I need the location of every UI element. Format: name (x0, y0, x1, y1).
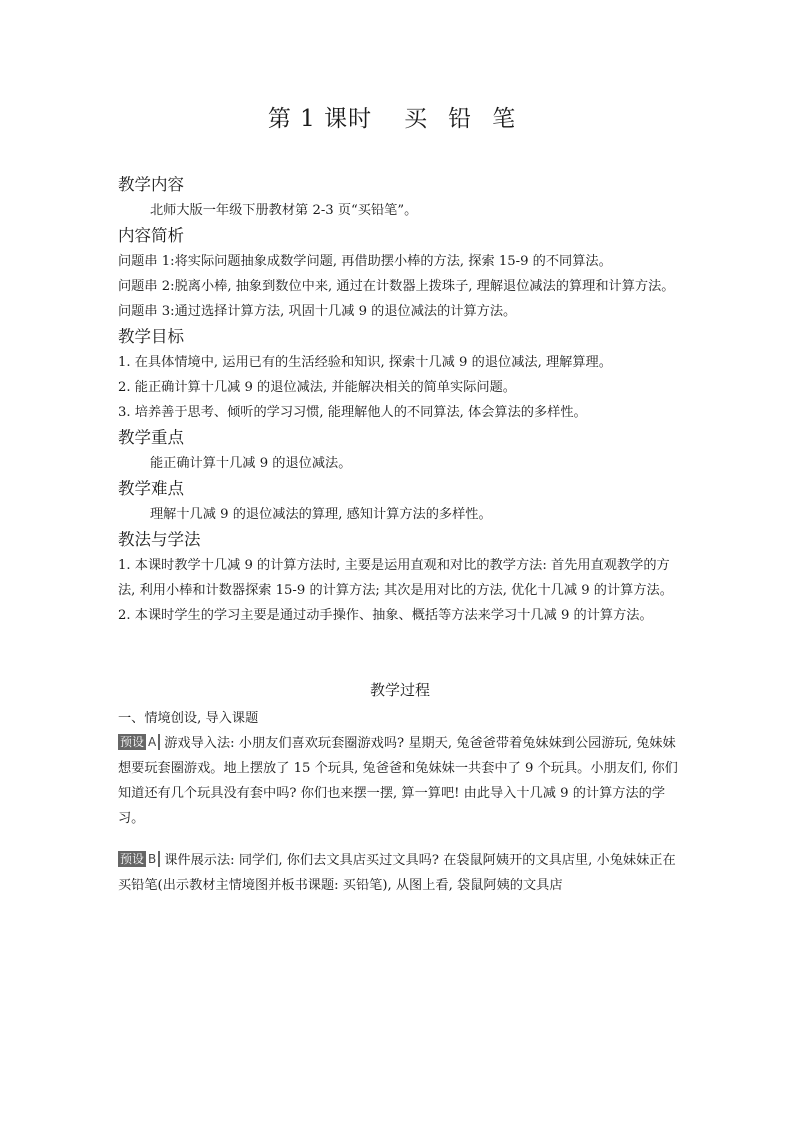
section-heading-focus: 教学重点 (118, 428, 184, 447)
title-char-3: 笔 (492, 106, 517, 132)
section-heading-difficulty: 教学难点 (118, 479, 184, 498)
preset-badge-label: 预设 (120, 735, 145, 749)
content-text: 北师大版一年级下册教材第 2-3 页“买铅笔”。 (150, 203, 418, 218)
lesson-title (0, 100, 794, 133)
analysis-item-2: 问题串 2:脱离小棒, 抽象到数位中来, 通过在计数器上拨珠子, 理解退位减法的算理和计算方法。 (118, 279, 675, 294)
preset-badge-letter: B (148, 852, 157, 866)
section-heading-content: 教学内容 (118, 175, 184, 194)
lesson-body (118, 172, 682, 898)
section-heading-analysis: 内容简析 (118, 226, 184, 245)
method-item-2: 2. 本课时学生的学习主要是通过动手操作、抽象、概括等方法来学习十几减 9 的计算方法。 (118, 608, 653, 623)
preset-b (118, 848, 682, 898)
preset-badge-label: 预设 (120, 852, 145, 866)
section-heading-methods: 教法与学法 (118, 530, 201, 549)
analysis-item-1: 问题串 1:将实际问题抽象成数学问题, 再借助摆小棒的方法, 探索 15-9 的不同算法。 (118, 254, 612, 269)
preset-badge-letter: A (148, 735, 157, 749)
lesson-number: 第 1 课时 (267, 106, 373, 132)
preset-badge-b (118, 851, 160, 867)
preset-a (118, 731, 682, 831)
title-char-2: 铅 (448, 106, 473, 132)
preset-a-text: 游戏导入法: 小朋友们喜欢玩套圈游戏吗? 星期天, 兔爸爸带着兔妹妹到公园游玩, 兔妹妹想要玩套圈游戏。地上摆放了 15 个玩具, 兔爸爸和兔妹妹一共套中了 9 个玩具。小朋友们, 你们知道还有几个玩具没有套中吗? 你们也来摆一摆, 算一算吧! 由此导入十几减 9 的计算方法的学习。 (118, 736, 678, 826)
preset-b-text: 课件展示法: 同学们, 你们去文具店买过文具吗? 在袋鼠阿姨开的文具店里, 小兔妹妹正在买铅笔(出示教材主情境图并板书课题: 买铅笔), 从图上看, 袋鼠阿姨的文具店 (118, 853, 676, 893)
focus-text: 能正确计算十几减 9 的退位减法。 (150, 456, 352, 471)
goal-item-1: 1. 在具体情境中, 运用已有的生活经验和知识, 探索十几减 9 的退位减法, 理解算理。 (118, 355, 612, 370)
process-step-1: 一、情境创设, 导入课题 (118, 711, 259, 726)
title-char-1: 买 (404, 106, 429, 132)
preset-badge-a (118, 734, 160, 750)
analysis-item-3: 问题串 3:通过选择计算方法, 巩固十几减 9 的退位减法的计算方法。 (118, 304, 517, 319)
section-heading-goals: 教学目标 (118, 327, 184, 346)
difficulty-text: 理解十几减 9 的退位减法的算理, 感知计算方法的多样性。 (150, 507, 492, 522)
goal-item-3: 3. 培养善于思考、倾听的学习习惯, 能理解他人的不同算法, 体会算法的多样性。 (118, 405, 587, 420)
process-heading: 教学过程 (369, 681, 430, 699)
method-item-1: 1. 本课时教学十几减 9 的计算方法时, 主要是运用直观和对比的教学方法: 首先用直观教学的方法, 利用小棒和计数器探索 15-9 的计算方法; 其次是用对比的方法, 优化十几减 9 的计算方法。 (118, 558, 673, 598)
goal-item-2: 2. 能正确计算十几减 9 的退位减法, 并能解决相关的简单实际问题。 (118, 380, 516, 395)
